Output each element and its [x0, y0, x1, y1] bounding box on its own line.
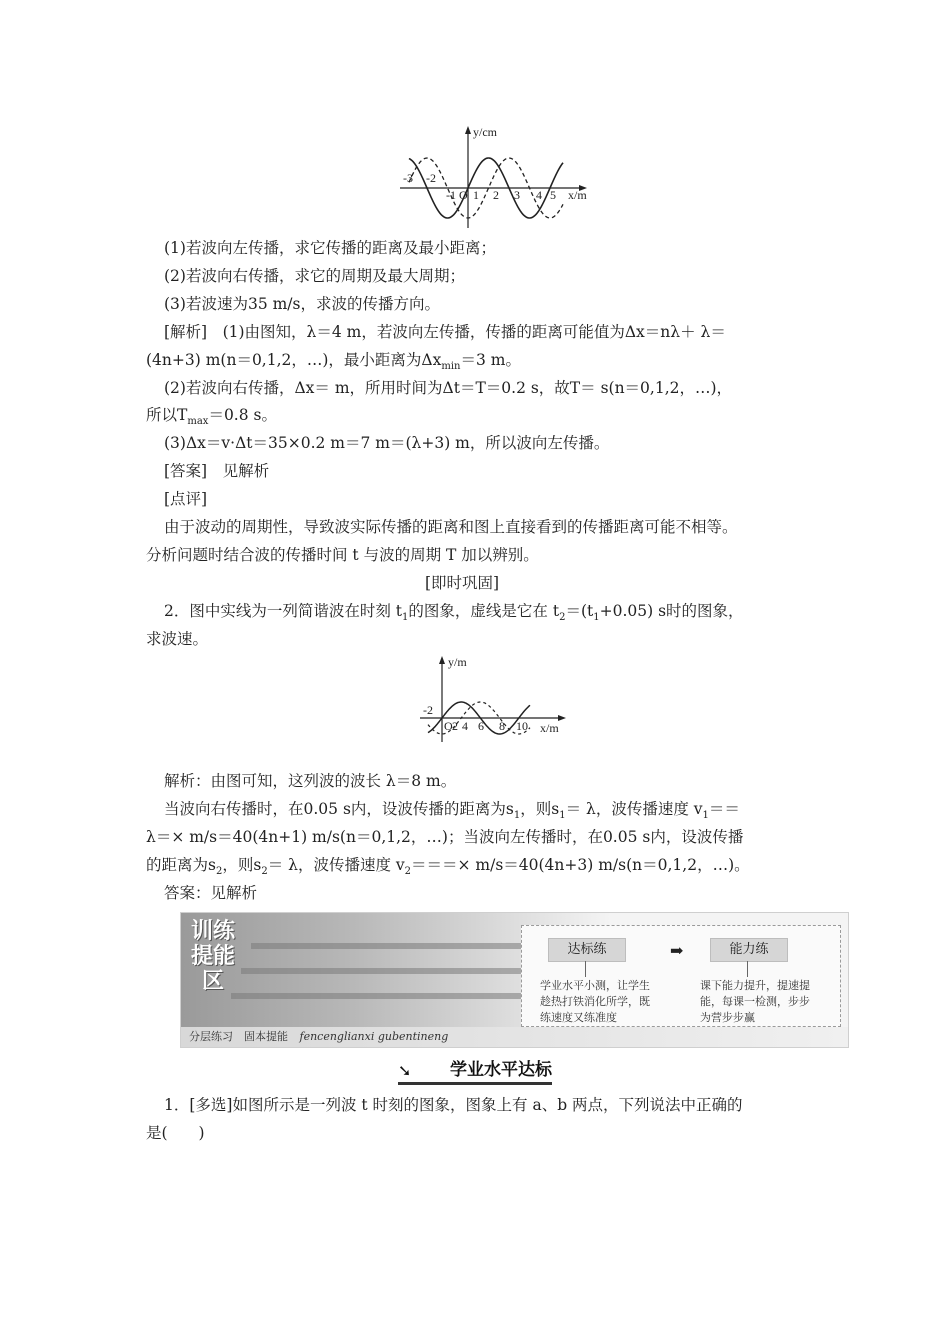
comment-line-2: 分析问题时结合波的传播时间 t 与波的周期 T 加以辨别。 [146, 546, 539, 564]
advanced-practice-description: 课下能力提升，提速提能，每课一检测，步步为营步步赢 [700, 979, 810, 1024]
tick-label: 8 [499, 719, 505, 733]
wave-figure-1 [395, 120, 605, 230]
analysis-line-2: (4n+3) m(n＝0,1,2，…)，最小距离为$\Delta x_{min}=3$ m。 [146, 351, 521, 373]
tick-label: 1 [473, 188, 479, 202]
solution-line-1: 解析：由图可知，这列波的波长 λ＝8 m。 [164, 772, 457, 790]
tick-label: 2 [452, 719, 458, 733]
comment-label: [点评] [164, 490, 208, 508]
y-axis-arrow [465, 126, 471, 134]
y-axis-label: y/cm [473, 125, 497, 139]
tick-label: 6 [478, 719, 484, 733]
practice-heading: [即时巩固] [425, 574, 500, 592]
tick-label: 2 [493, 188, 499, 202]
question-part-1: (1)若波向左传播，求它传播的距离及最小距离； [164, 239, 496, 257]
tick-label: 4 [536, 188, 542, 202]
solution-line-2: 当波向右传播时，在0.05 s内，设波传播的距离为$s_1$，则$s_1= \lambda$，波传播速度 $v_1==$ [164, 800, 740, 822]
y-axis-arrow [439, 656, 445, 664]
analysis-line-3: (2)若波向右传播，Δx＝ m，所用时间为Δt＝T＝0.2 s，故T＝ s(n＝0,1,2，…)， [164, 379, 733, 397]
banner-vertical-title: 训练提能区 [191, 919, 236, 994]
banner-footer: 分层练习 固本提能 fencenglianxi gubentineng [181, 1027, 848, 1047]
tick-label: -3 [403, 171, 413, 185]
x-axis-label: x/m [568, 188, 587, 202]
section-heading: ➘ 学业水平达标 [398, 1058, 552, 1085]
tick-label: 10 [516, 719, 528, 733]
tick-label: -2 [423, 703, 433, 717]
practice-levels-box [521, 925, 841, 1027]
question-part-3: (3)若波速为35 m/s，求波的传播方向。 [164, 295, 440, 313]
answer-label: [答案] 见解析 [164, 462, 270, 480]
tick-label: 3 [514, 188, 520, 202]
solution-line-4: 的距离为$s_2$，则$s_2= \lambda$，波传播速度 $v_2===\times m/s=40(4n+3)$ m/s(n＝0,1,2，…)。 [146, 856, 750, 878]
x-axis-arrow [558, 715, 566, 721]
training-banner [180, 912, 849, 1048]
question-2-line-2: 求波速。 [146, 630, 209, 648]
analysis-line-1: [解析] (1)由图知，λ＝4 m，若波向左传播，传播的距离可能值为Δx＝nλ＋ λ＝ [164, 323, 726, 341]
question-1-line-1: 1．[多选]如图所示是一列波 t 时刻的图象，图象上有 a、b 两点，下列说法中正确的 [164, 1096, 743, 1114]
question-1-line-2: 是( ) [146, 1124, 205, 1142]
comment-line-1: 由于波动的周期性，导致波实际传播的距离和图上直接看到的传播距离可能不相等。 [164, 518, 738, 536]
solution-answer: 答案：见解析 [164, 884, 258, 902]
basic-practice-description: 学业水平小测，让学生趁热打铁消化所学，既练速度又练准度 [540, 979, 650, 1024]
down-right-arrow-icon: ➘ [398, 1061, 412, 1080]
question-2-line-1: 2．图中实线为一列简谐波在时刻 $t_1$的图象，虚线是它在 $t_2=(t_1+0.05)$ s时的图象， [164, 602, 744, 624]
origin-label: O [459, 188, 468, 202]
tag-advanced-practice: 能力练 [710, 938, 788, 962]
tick-label: -2 [426, 171, 436, 185]
origin-label: O [444, 719, 453, 733]
tick-label: 5 [550, 188, 556, 202]
tick-label: -1 [446, 188, 456, 202]
solution-line-3: λ＝× m/s＝40(4n+1) m/s(n＝0,1,2，…)；当波向左传播时，在0.05 s内，设波传播 [146, 828, 744, 846]
tag-basic-practice: 达标练 [548, 938, 626, 962]
right-arrow-icon: ➡ [670, 941, 684, 960]
wave-figure-2 [418, 652, 578, 744]
x-axis-label: x/m [540, 721, 559, 735]
tick-label: 4 [462, 719, 468, 733]
analysis-line-5: (3)Δx＝v·Δt＝35×0.2 m＝7 m＝(λ+3) m，所以波向左传播。 [164, 434, 610, 452]
y-axis-label: y/m [448, 655, 467, 669]
question-part-2: (2)若波向右传播，求它的周期及最大周期； [164, 267, 465, 285]
analysis-line-4: 所以$T_{max}=0.8$ s。 [146, 406, 277, 428]
